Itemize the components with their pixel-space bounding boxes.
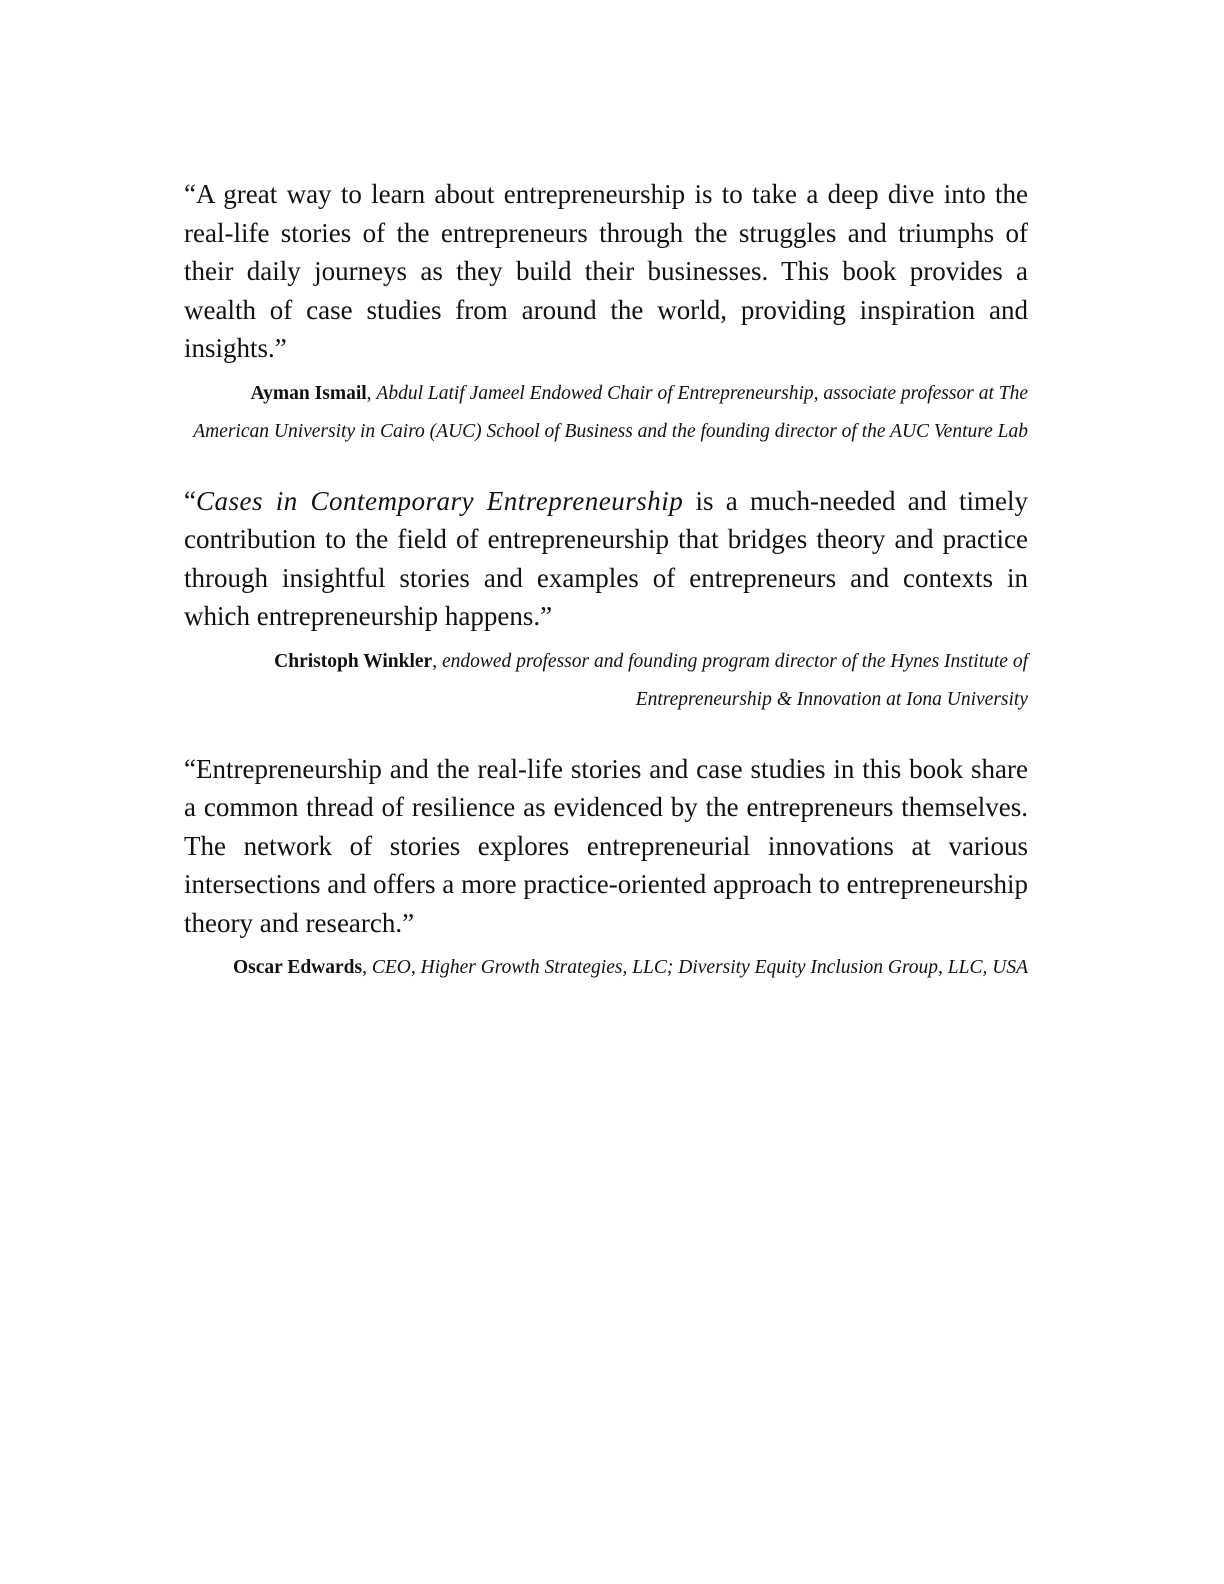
quote-body-2: is a much-needed and timely contribution to the field of entrepreneurship that bridges theory and practice through insightful stories and examples of entrepreneurs and contexts in which entrepreneurship happens.” [184, 485, 1028, 631]
endorsement-quote-1: “A great way to learn about entrepreneurship is to take a deep dive into the real-life stories of the entrepreneurs through the struggles and triumphs of their daily journeys as they build their businesses. This book provides a wealth of case studies from around the world, providing inspiration and insights.” [184, 179, 1028, 363]
attribution-separator-2: , [432, 650, 442, 672]
endorser-role-1: Abdul Latif Jameel Endowed Chair of Entrepreneurship, associate professor at The American University in Cairo (AUC) School of Business and the founding director of the AUC Venture Lab [193, 382, 1028, 442]
endorser-role-3: CEO, Higher Growth Strategies, LLC; Diversity Equity Inclusion Group, LLC, USA [371, 957, 1028, 978]
endorser-name-2: Christoph Winkler [274, 650, 433, 672]
endorsement-attribution-2 [184, 643, 1028, 720]
endorser-name-1: Ayman Ismail [250, 382, 367, 404]
book-title-2: Cases in Contemporary Entrepreneurship [195, 485, 684, 516]
endorsement-attribution-1 [184, 375, 1028, 452]
quote-open-mark-2: “ [184, 485, 196, 516]
endorser-role-2: endowed professor and founding program director of the Hynes Institute of Entrepreneurship & Innovation at Iona University [441, 650, 1028, 710]
endorsements-page [184, 175, 1028, 988]
endorsement-quote-3: “Entrepreneurship and the real-life stories and case studies in this book share a common thread of resilience as evidenced by the entrepreneurs themselves. The network of stories explores entrepreneurial innovations at various intersections and offers a more practice-oriented approach to entrepreneurship theory and research.” [184, 753, 1028, 938]
endorsement-attribution-3 [184, 949, 1028, 988]
endorsement-quote-2 [184, 482, 1028, 636]
attribution-separator-3: , [362, 957, 372, 978]
attribution-separator-1: , [366, 382, 377, 404]
endorser-name-3: Oscar Edwards [232, 957, 363, 978]
